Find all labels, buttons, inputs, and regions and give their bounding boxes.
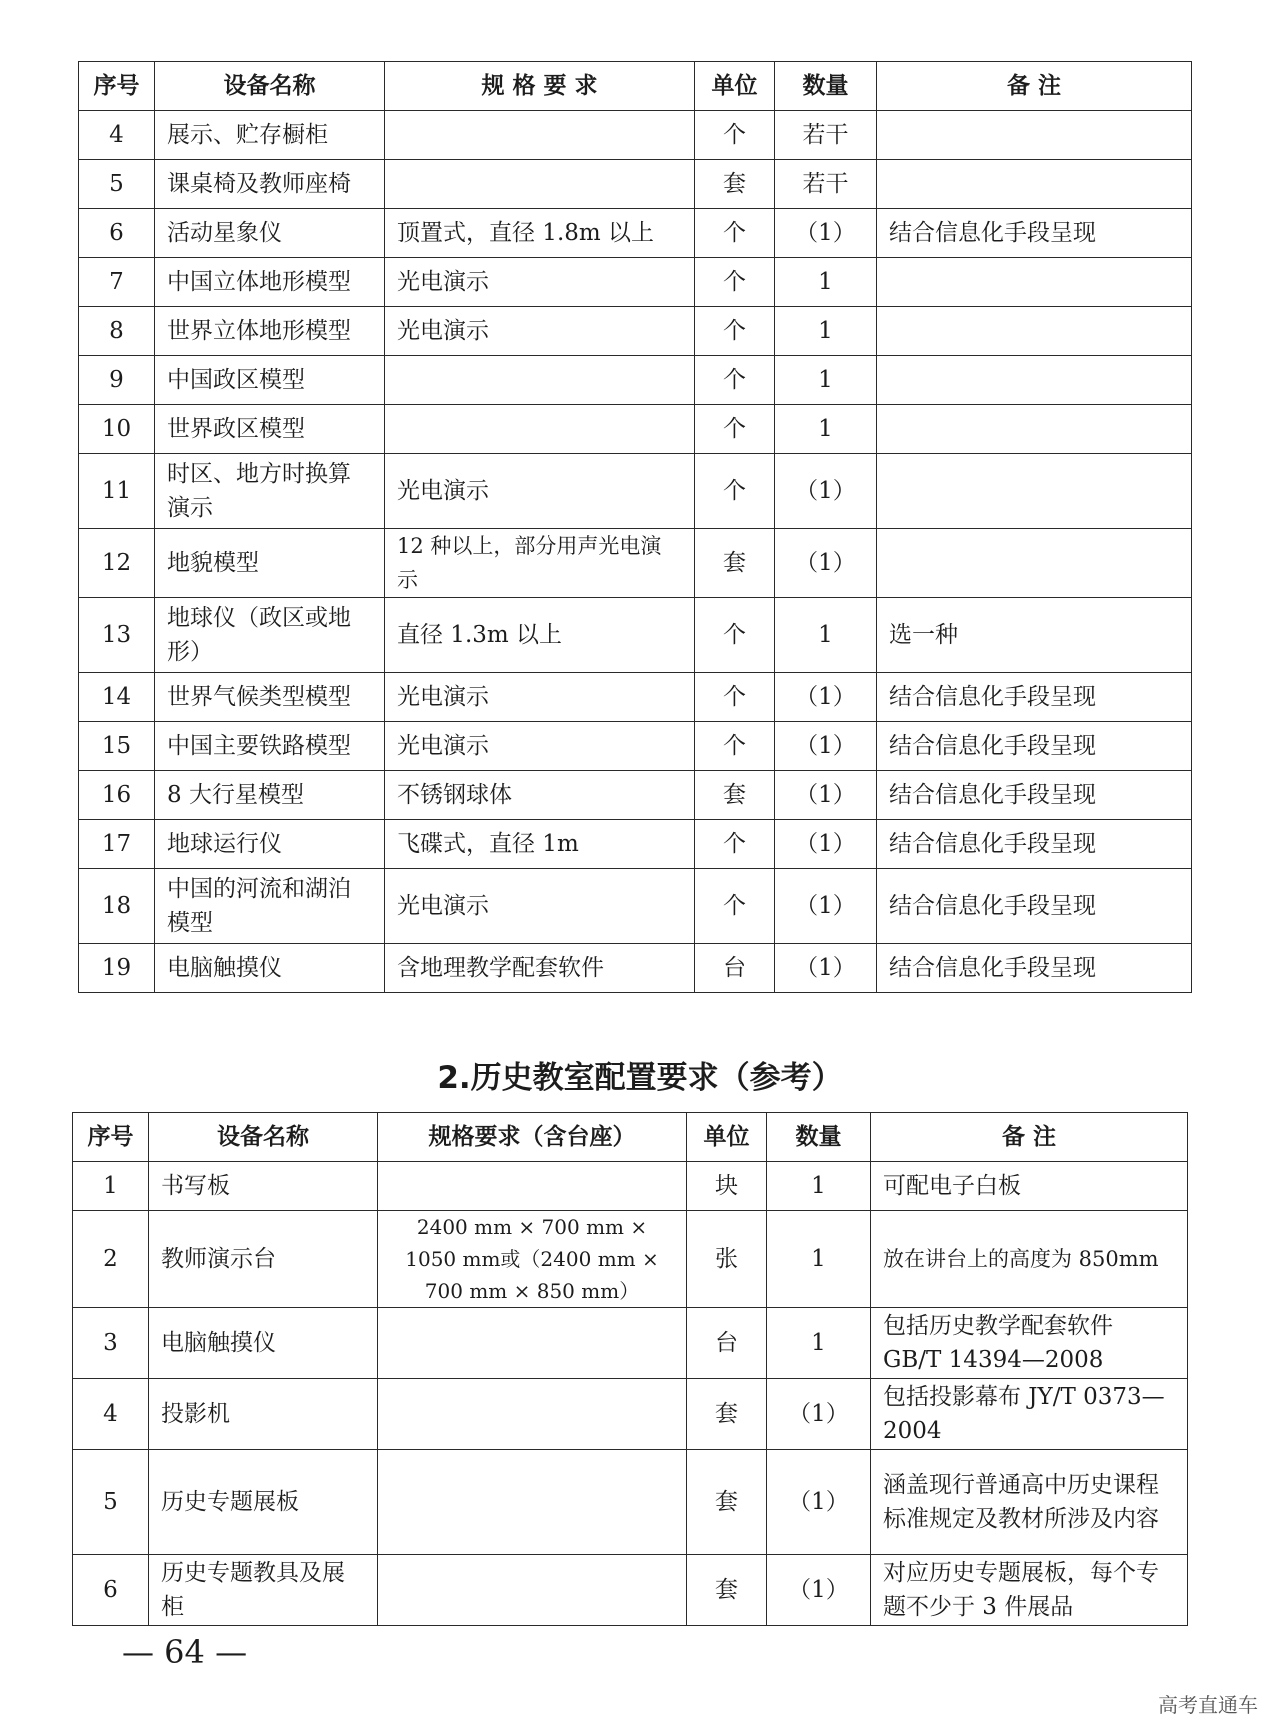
cell-spec: [378, 1555, 687, 1626]
table-row: [79, 405, 1192, 454]
cell-remarks: 可配电子白板: [871, 1162, 1188, 1211]
table-row: [79, 356, 1192, 405]
cell-name: 历史专题教具及展柜: [149, 1555, 378, 1626]
cell-remarks: [877, 529, 1192, 598]
cell-remarks: [877, 356, 1192, 405]
table-row: [79, 771, 1192, 820]
table-header-row: [79, 62, 1192, 111]
cell-index: 10: [79, 405, 155, 454]
cell-index: 19: [79, 944, 155, 993]
cell-unit: 台: [687, 1308, 767, 1379]
cell-index: 17: [79, 820, 155, 869]
table-row: [79, 454, 1192, 529]
cell-remarks: 结合信息化手段呈现: [877, 673, 1192, 722]
cell-spec: 光电演示: [385, 258, 695, 307]
table-row: [79, 529, 1192, 598]
cell-quantity: 若干: [775, 111, 877, 160]
cell-name: 电脑触摸仪: [155, 944, 385, 993]
cell-spec: 含地理教学配套软件: [385, 944, 695, 993]
cell-unit: 套: [695, 529, 775, 598]
cell-index: 5: [73, 1450, 149, 1555]
cell-index: 13: [79, 598, 155, 673]
cell-quantity: 1: [775, 258, 877, 307]
cell-name: 活动星象仪: [155, 209, 385, 258]
cell-remarks: 选一种: [877, 598, 1192, 673]
cell-index: 6: [73, 1555, 149, 1626]
cell-unit: 个: [695, 673, 775, 722]
cell-spec: [378, 1379, 687, 1450]
cell-name: 地球运行仪: [155, 820, 385, 869]
cell-spec: [378, 1450, 687, 1555]
cell-index: 5: [79, 160, 155, 209]
cell-quantity: （1）: [775, 209, 877, 258]
cell-remarks: 放在讲台上的高度为 850mm: [871, 1211, 1188, 1308]
table-row: [79, 160, 1192, 209]
cell-unit: 个: [695, 356, 775, 405]
cell-quantity: （1）: [775, 820, 877, 869]
cell-index: 15: [79, 722, 155, 771]
header-index: 序号: [79, 62, 155, 111]
cell-remarks: 涵盖现行普通高中历史课程标准规定及教材所涉及内容: [871, 1450, 1188, 1555]
table-row: [79, 722, 1192, 771]
watermark: 高考直通车: [1158, 1693, 1258, 1717]
page-number: — 64 —: [122, 1633, 248, 1671]
cell-unit: 个: [695, 869, 775, 944]
cell-quantity: （1）: [775, 673, 877, 722]
cell-unit: 个: [695, 405, 775, 454]
cell-name: 书写板: [149, 1162, 378, 1211]
cell-spec: 顶置式，直径 1.8m 以上: [385, 209, 695, 258]
header-unit: 单位: [695, 62, 775, 111]
cell-spec: 光电演示: [385, 454, 695, 529]
cell-spec: 飞碟式，直径 1m: [385, 820, 695, 869]
header-remarks: 备 注: [877, 62, 1192, 111]
cell-remarks: 结合信息化手段呈现: [877, 722, 1192, 771]
cell-remarks: 结合信息化手段呈现: [877, 869, 1192, 944]
cell-quantity: （1）: [767, 1450, 871, 1555]
header-quantity: 数量: [767, 1113, 871, 1162]
header-spec: 规格要求（含台座）: [378, 1113, 687, 1162]
cell-spec: 不锈钢球体: [385, 771, 695, 820]
cell-remarks: [877, 160, 1192, 209]
table-header-row: [73, 1113, 1188, 1162]
table-row: [79, 258, 1192, 307]
cell-remarks: 包括历史教学配套软件 GB/T 14394—2008: [871, 1308, 1188, 1379]
cell-quantity: 1: [775, 356, 877, 405]
cell-index: 3: [73, 1308, 149, 1379]
cell-quantity: （1）: [775, 771, 877, 820]
table-row: [73, 1379, 1188, 1450]
cell-remarks: 结合信息化手段呈现: [877, 820, 1192, 869]
cell-index: 11: [79, 454, 155, 529]
cell-unit: 个: [695, 722, 775, 771]
cell-index: 14: [79, 673, 155, 722]
cell-unit: 套: [695, 160, 775, 209]
table-row: [79, 209, 1192, 258]
cell-index: 9: [79, 356, 155, 405]
cell-quantity: 1: [775, 307, 877, 356]
cell-name: 地球仪（政区或地形）: [155, 598, 385, 673]
cell-name: 地貌模型: [155, 529, 385, 598]
cell-spec: [385, 160, 695, 209]
cell-spec: 光电演示: [385, 673, 695, 722]
cell-spec: 直径 1.3m 以上: [385, 598, 695, 673]
cell-quantity: （1）: [775, 722, 877, 771]
cell-remarks: 对应历史专题展板，每个专题不少于 3 件展品: [871, 1555, 1188, 1626]
header-equipment-name: 设备名称: [155, 62, 385, 111]
cell-unit: 个: [695, 598, 775, 673]
table-row: [79, 944, 1192, 993]
cell-index: 6: [79, 209, 155, 258]
cell-unit: 套: [687, 1555, 767, 1626]
cell-remarks: 结合信息化手段呈现: [877, 771, 1192, 820]
table-row: [73, 1211, 1188, 1308]
cell-name: 中国的河流和湖泊模型: [155, 869, 385, 944]
table-row: [79, 869, 1192, 944]
cell-name: 中国政区模型: [155, 356, 385, 405]
cell-index: 4: [73, 1379, 149, 1450]
header-equipment-name: 设备名称: [149, 1113, 378, 1162]
cell-quantity: （1）: [775, 944, 877, 993]
cell-quantity: （1）: [767, 1379, 871, 1450]
cell-index: 7: [79, 258, 155, 307]
cell-remarks: 结合信息化手段呈现: [877, 944, 1192, 993]
cell-unit: 套: [695, 771, 775, 820]
cell-spec: [378, 1162, 687, 1211]
cell-remarks: [877, 454, 1192, 529]
cell-quantity: （1）: [775, 869, 877, 944]
cell-name: 电脑触摸仪: [149, 1308, 378, 1379]
table-row: [73, 1308, 1188, 1379]
cell-name: 课桌椅及教师座椅: [155, 160, 385, 209]
cell-spec: 2400 mm × 700 mm × 1050 mm或（2400 mm × 700 mm × 850 mm）: [378, 1211, 687, 1308]
cell-quantity: 1: [767, 1211, 871, 1308]
cell-name: 世界气候类型模型: [155, 673, 385, 722]
cell-spec: 光电演示: [385, 869, 695, 944]
table-row: [73, 1450, 1188, 1555]
cell-unit: 张: [687, 1211, 767, 1308]
cell-remarks: [877, 111, 1192, 160]
cell-remarks: [877, 307, 1192, 356]
cell-spec: [385, 111, 695, 160]
cell-index: 1: [73, 1162, 149, 1211]
header-unit: 单位: [687, 1113, 767, 1162]
cell-spec: [385, 405, 695, 454]
table-row: [79, 111, 1192, 160]
cell-quantity: 1: [767, 1308, 871, 1379]
cell-name: 8 大行星模型: [155, 771, 385, 820]
cell-quantity: 1: [775, 405, 877, 454]
cell-unit: 个: [695, 209, 775, 258]
cell-name: 历史专题展板: [149, 1450, 378, 1555]
cell-quantity: （1）: [775, 454, 877, 529]
header-index: 序号: [73, 1113, 149, 1162]
cell-spec: [385, 356, 695, 405]
table-row: [79, 307, 1192, 356]
cell-index: 16: [79, 771, 155, 820]
cell-quantity: 1: [767, 1162, 871, 1211]
cell-name: 教师演示台: [149, 1211, 378, 1308]
geography-equipment-table: [78, 61, 1192, 993]
cell-spec: 光电演示: [385, 722, 695, 771]
cell-name: 投影机: [149, 1379, 378, 1450]
cell-unit: 个: [695, 111, 775, 160]
section-title: 2.历史教室配置要求（参考）: [437, 1060, 843, 1096]
cell-remarks: 包括投影幕布 JY/T 0373—2004: [871, 1379, 1188, 1450]
header-remarks: 备 注: [871, 1113, 1188, 1162]
cell-unit: 个: [695, 820, 775, 869]
cell-spec: 12 种以上，部分用声光电演示: [385, 529, 695, 598]
cell-unit: 套: [687, 1379, 767, 1450]
cell-unit: 个: [695, 258, 775, 307]
table-row: [73, 1162, 1188, 1211]
cell-quantity: （1）: [775, 529, 877, 598]
header-quantity: 数量: [775, 62, 877, 111]
cell-name: 中国主要铁路模型: [155, 722, 385, 771]
cell-spec: 光电演示: [385, 307, 695, 356]
table-row: [79, 673, 1192, 722]
cell-name: 世界政区模型: [155, 405, 385, 454]
cell-name: 展示、贮存橱柜: [155, 111, 385, 160]
cell-unit: 个: [695, 454, 775, 529]
cell-index: 12: [79, 529, 155, 598]
cell-name: 时区、地方时换算演示: [155, 454, 385, 529]
cell-unit: 个: [695, 307, 775, 356]
cell-remarks: [877, 405, 1192, 454]
table-row: [79, 820, 1192, 869]
history-equipment-table: [72, 1112, 1188, 1626]
cell-remarks: [877, 258, 1192, 307]
cell-name: 中国立体地形模型: [155, 258, 385, 307]
cell-index: 18: [79, 869, 155, 944]
table-row: [79, 598, 1192, 673]
cell-unit: 套: [687, 1450, 767, 1555]
table-row: [73, 1555, 1188, 1626]
cell-quantity: 1: [775, 598, 877, 673]
cell-unit: 块: [687, 1162, 767, 1211]
cell-spec: [378, 1308, 687, 1379]
cell-remarks: 结合信息化手段呈现: [877, 209, 1192, 258]
cell-quantity: （1）: [767, 1555, 871, 1626]
cell-index: 8: [79, 307, 155, 356]
cell-quantity: 若干: [775, 160, 877, 209]
cell-unit: 台: [695, 944, 775, 993]
cell-index: 2: [73, 1211, 149, 1308]
header-spec: 规 格 要 求: [385, 62, 695, 111]
cell-name: 世界立体地形模型: [155, 307, 385, 356]
cell-index: 4: [79, 111, 155, 160]
